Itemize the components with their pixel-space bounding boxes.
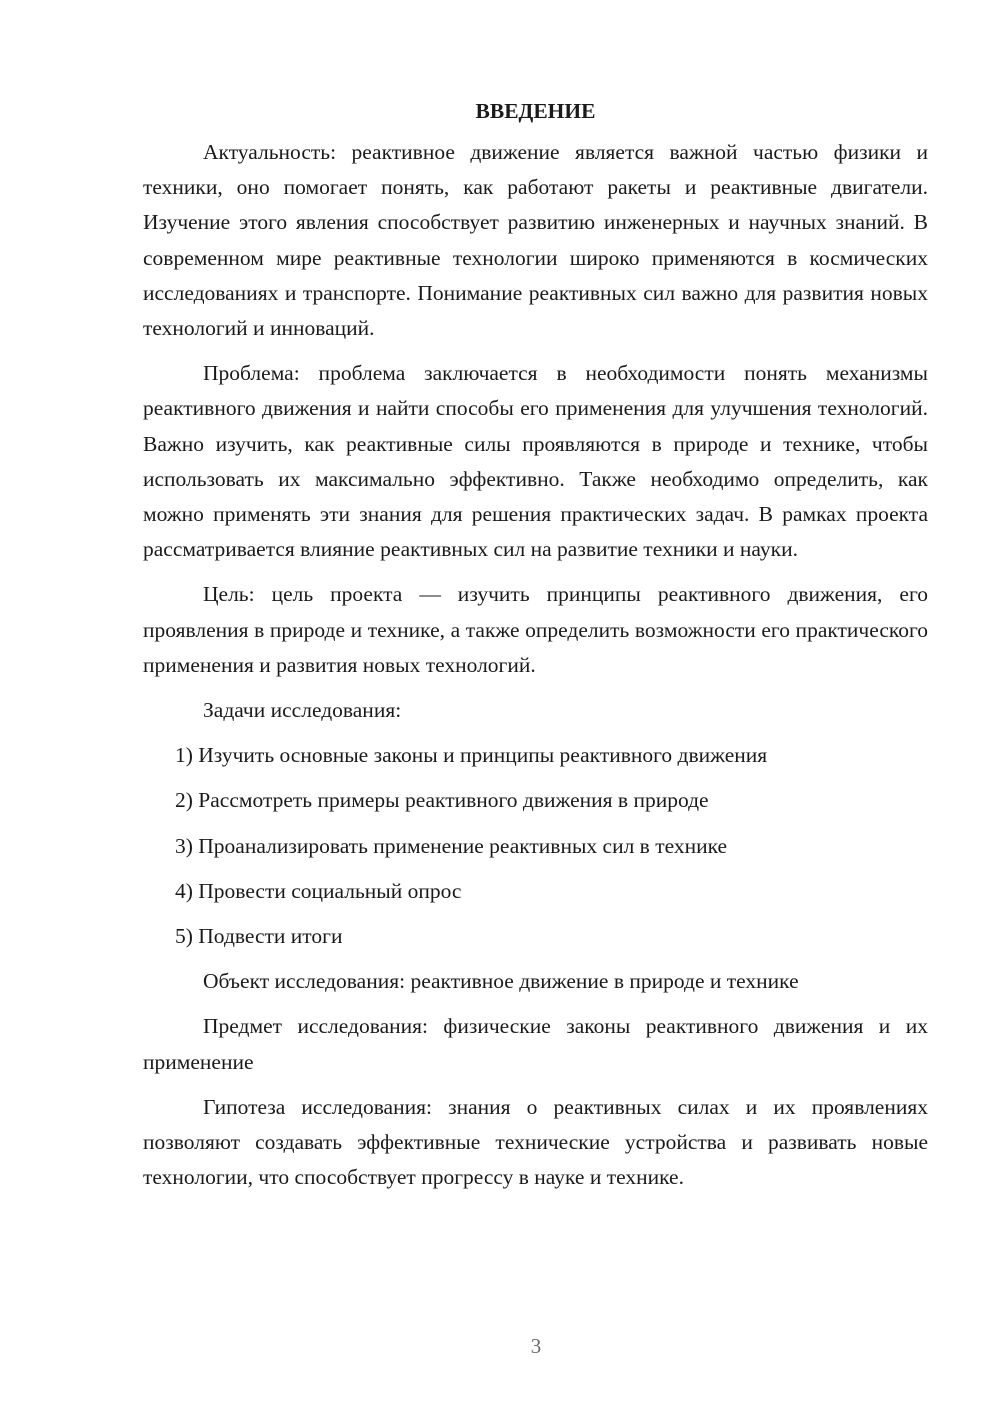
paragraph-goal: Цель: цель проекта — изучить принципы реактивного движения, его проявления в природе и технике, а также определить возможности его практического применения и развития новых технологий. xyxy=(143,582,928,677)
paragraph-object: Объект исследования: реактивное движение в природе и технике xyxy=(203,969,799,994)
list-item: 3) Проанализировать применение реактивных сил в технике xyxy=(175,833,728,858)
list-item: 1) Изучить основные законы и принципы реактивного движения xyxy=(175,743,768,768)
tasks-list xyxy=(143,738,928,954)
paragraph-subject: Предмет исследования: физические законы реактивного движения и их применение xyxy=(143,1014,928,1074)
document-body xyxy=(143,97,928,1205)
tasks-heading: Задачи исследования: xyxy=(203,698,402,723)
paragraph-problem: Проблема: проблема заключается в необходимости понять механизмы реактивного движения и найти способы его применения для улучшения технологий. Важно изучить, как реактивные силы проявляются в природе и технике, чтобы использовать их максимально эффективно. Также необходимо определить, как можно применять эти знания для решения практических задач. В рамках проекта рассматривается влияние реактивных сил на развитие техники и науки. xyxy=(143,361,928,562)
paragraph-hypothesis: Гипотеза исследования: знания о реактивных силах и их проявлениях позволяют создавать эффективные технические устройства и развивать новые технологии, что способствует прогрессу в науке и технике. xyxy=(143,1094,928,1190)
list-item: 4) Провести социальный опрос xyxy=(175,878,462,903)
paragraph-relevance: Актуальность: реактивное движение является важной частью физики и техники, оно помогает понять, как работают ракеты и реактивные двигатели. Изучение этого явления способствует развитию инженерных и научных знаний. В современном мире реактивные технологии широко применяются в космических исследованиях и транспорте. Понимание реактивных сил важно для развития новых технологий и инноваций. xyxy=(143,140,928,341)
page-title: ВВЕДЕНИЕ xyxy=(475,99,596,123)
page-number: 3 xyxy=(530,1334,542,1358)
list-item: 5) Подвести итоги xyxy=(175,924,343,949)
list-item: 2) Рассмотреть примеры реактивного движения в природе xyxy=(175,788,709,813)
